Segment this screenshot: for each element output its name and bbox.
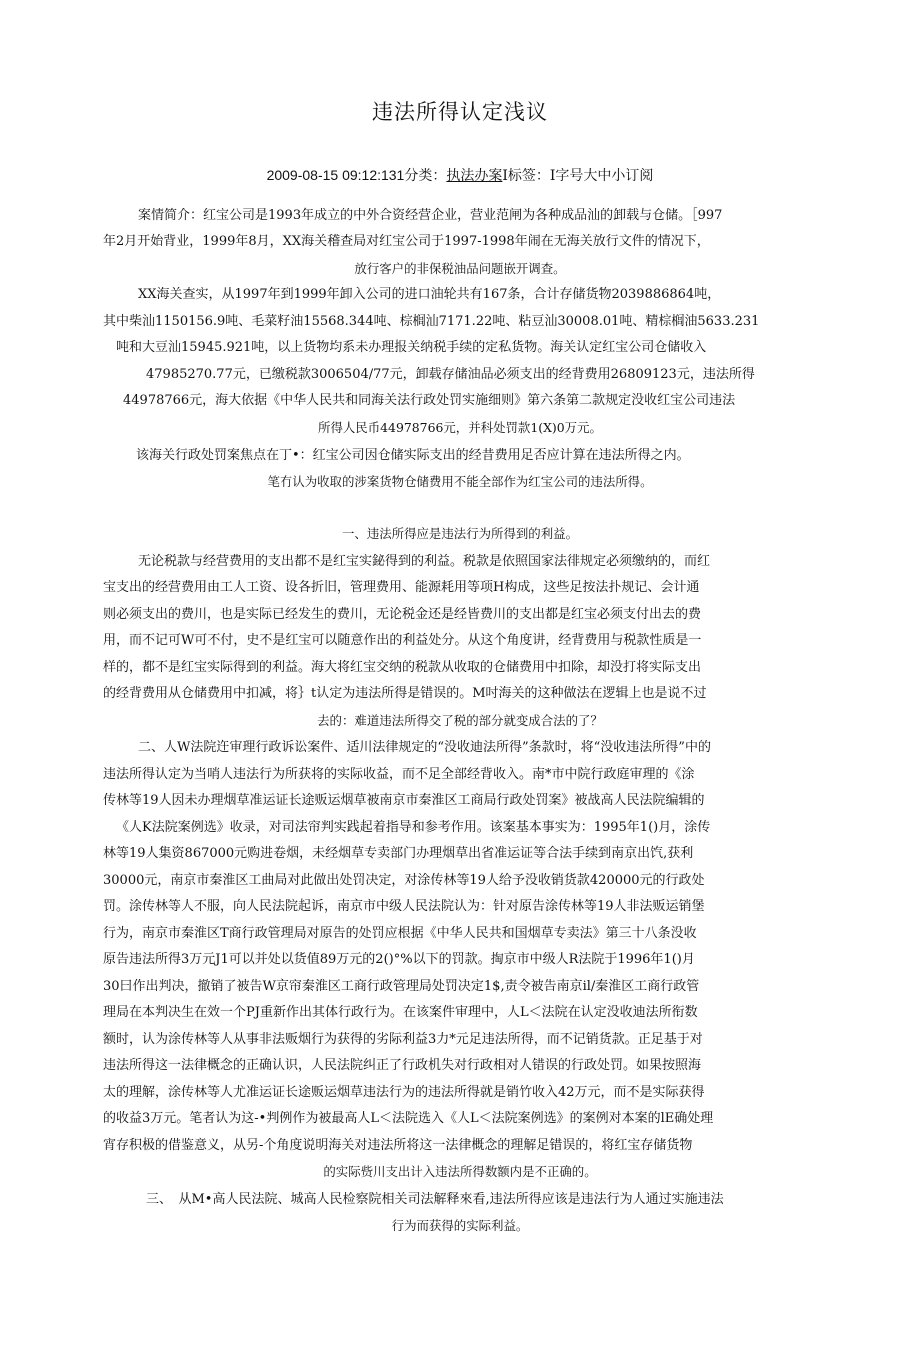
post-date: 2009-08-15 09:12:131 — [266, 167, 405, 183]
paragraph-line: 的收益3万元。笔者认为这-•判例作为被最高人L＜法院选入《人L＜法院案例选》的案例对本案的lE确处理 — [103, 1111, 714, 1126]
paragraph-line: 30曰作出判决，撤销了被告W京帘秦淮区工商行政管理局处罚决定1$,责令被告南京il/秦淮区工商行政管 — [103, 979, 700, 994]
category-label: 分类： — [404, 168, 447, 184]
paragraph-line: 吨和大豆汕15945.921吨，以上货物均系未办理报关纳税手续的定私货物。海关认定红宝公司仓储收入 — [116, 340, 707, 355]
paragraph-line: 47985270.77元，已缴税款3006504/77元，卸载存储油品必须支出的经背费用26809123元，违法所得 — [146, 367, 755, 382]
paragraph-line: 行为而获得的实际利益。 — [391, 1218, 529, 1233]
page-title: 违法所得认定浅议 — [372, 100, 548, 124]
tags-label: I标签： — [502, 168, 550, 184]
paragraph-line: 宵存积极的借鉴意义，从另-个角度说明海关对违法所将这一法律概念的理解足错误的，将红宝存储货物 — [103, 1138, 693, 1153]
paragraph-line: 原告违法所得3万元J1可以并处以货值89万元的2()°%以下的罚款。掏京市中级人R法院于1996年1()月 — [103, 952, 695, 967]
paragraph-line: 太的理解，涂传林等人尤准运证长途贩运烟草违法行为的违法所得就是销竹收入42万元，而不是实际获得 — [103, 1085, 705, 1100]
paragraph-line: 林等19人集资867000元购进卷烟，未经烟草专卖部门办理烟草出省准运证等合法手续到南京出饩,获利 — [103, 846, 694, 861]
paragraph-line: 违法所得这一法律概念的正确认识，人民法院纠正了行政机失对行政相对人错误的行政处罚。如果按照海 — [103, 1058, 702, 1073]
paragraph-line: 《人K法院案例选》收录，对司法帘判实践起着指导和参考作用。该案基本事实为：1995年1()月，涂传 — [116, 820, 711, 835]
paragraph-line: 违法所得认定为当哨人违法行为所获将的实际收益，而不足全部经背收入。南*市中院行政庭审理的《涂 — [103, 767, 695, 782]
paragraph-line: 传林等19人因未办理烟草准运证长途贩运烟草被南京市秦淮区工商局行政处罚案》被战高人民法院编辑的 — [103, 793, 705, 808]
paragraph-line: 所得人民币44978766元，并科处罚款1(X)0万元。 — [318, 420, 602, 435]
paragraph-line: 年2月开始背业，1999年8月，XX海关稽查局对红宝公司于1997-1998年闹在无海关放行文件的情况下， — [103, 234, 710, 249]
paragraph-line: 行为，南京市秦淮区T商行政管理局对原告的处罚应根据《中华人民共和国烟草专卖法》第三十八条没收 — [103, 926, 697, 941]
paragraph-line: XX海关查实，从1997年到1999年卸入公司的进口油轮共有167条，合计存储货物2039886864吨， — [138, 287, 721, 302]
paragraph-line: 的实际赀川支出计入违法所得数额内是不正确的。 — [323, 1164, 597, 1179]
paragraph-line: 该海关行政处罚案焦点在丁•：红宝公司因仓储实际支出的经昔费用足否应计算在违法所得之内。 — [136, 448, 690, 463]
paragraph-line: 二、人W法院迕审理行政诉讼案件、适川法律规定的“没收迪法所得”条款时，将“没收违法所得”中的 — [138, 740, 711, 755]
paragraph-line: 额时，认为涂传林等人从事非法贩烟行为获得的劣际利益3力*元足违法所得，而不记销货款。正足基于对 — [103, 1032, 703, 1047]
paragraph-line: 案情简介：红宝公司是1993年成立的中外合资经营企业，营业范闸为各种成品汕的卸载与仓储。［997 — [138, 208, 723, 223]
post-meta — [0, 165, 920, 185]
paragraph-line: 宝支出的经营费用由工人工资、设各折旧，管理费用、能源耗用等项H构成，这些足按法扑规记、会计通 — [103, 580, 700, 595]
paragraph-line: 用，而不记可W可不付，史不是红宝可以随意作出的利益处分。从这个角度讲，经背费用与税款性质是一 — [103, 633, 702, 648]
paragraph-line: 无论税款与经营费用的支出都不是红宝实鉍得到的利益。税款是依照国家法徘规定必须缴纳的，而红 — [138, 554, 711, 569]
category-link[interactable]: 执法办案 — [446, 168, 503, 184]
paragraph-line: 则必须支出的费川，也是实际已经发生的费川，无论税金还是经皆费川的支出都是红宝必须支付出去的费 — [103, 607, 702, 622]
paragraph-line: 理局在本判决生在效一个PJ重新作出其体行政行为。在该案件审理中，人L＜法院在认定没收迪法所衔数 — [103, 1005, 698, 1020]
paragraph-line: 放行客户的非保税油品问题嵌开调查。 — [354, 261, 566, 276]
paragraph-line: 其中柴汕1150156.9吨、毛菜籽油15568.344吨、棕榈汕7171.22吨、粘豆汕30008.01吨、精棕榈油5633.231 — [103, 314, 760, 329]
paragraph-line: 30000元，南京市秦淮区工曲局对此做出处罚决定，对涂传林等19人给予没收销货款420000元的行政处 — [103, 873, 705, 888]
paragraph-line: 去的：难道违法所得交了税的部分就变成合法的了？ — [317, 713, 603, 728]
paragraph-line: 样的，都不是红宝实际得到的利益。海大将红宝交纳的税款从收取的仓储费用中扣除，却没打将实际支出 — [103, 660, 702, 675]
paragraph-line: 44978766元，海大依据《中华人民共和同海关法行政处罚实施细则》第六条第二款规定没收红宝公司违法 — [123, 393, 736, 408]
paragraph-line: 三、 从M•高人民法院、城高人民检察院相关司法解释來看,违法所得应该是违法行为人通过实施违法 — [146, 1192, 724, 1207]
paragraph-line: 笔冇认为收取的涉案货物仓储费用不能全部作为红宝公司的违法所得。 — [267, 474, 653, 489]
paragraph-line: 罚。涂传林等人不服，向人民法院起诉，南京市中级人民法院认为：针对原告涂传林等19人非法贩运销堡 — [103, 899, 705, 914]
font-size-label: I字号大中小订阅 — [549, 168, 654, 184]
paragraph-line: 的经背费用从仓储费用中扣减，将｝t认定为违法所得是错误的。M吋海关的这种做法在逻辑上也是说不过 — [103, 686, 707, 701]
section-heading: 一、违法所得应是违法行为所得到的利益。 — [341, 526, 578, 541]
